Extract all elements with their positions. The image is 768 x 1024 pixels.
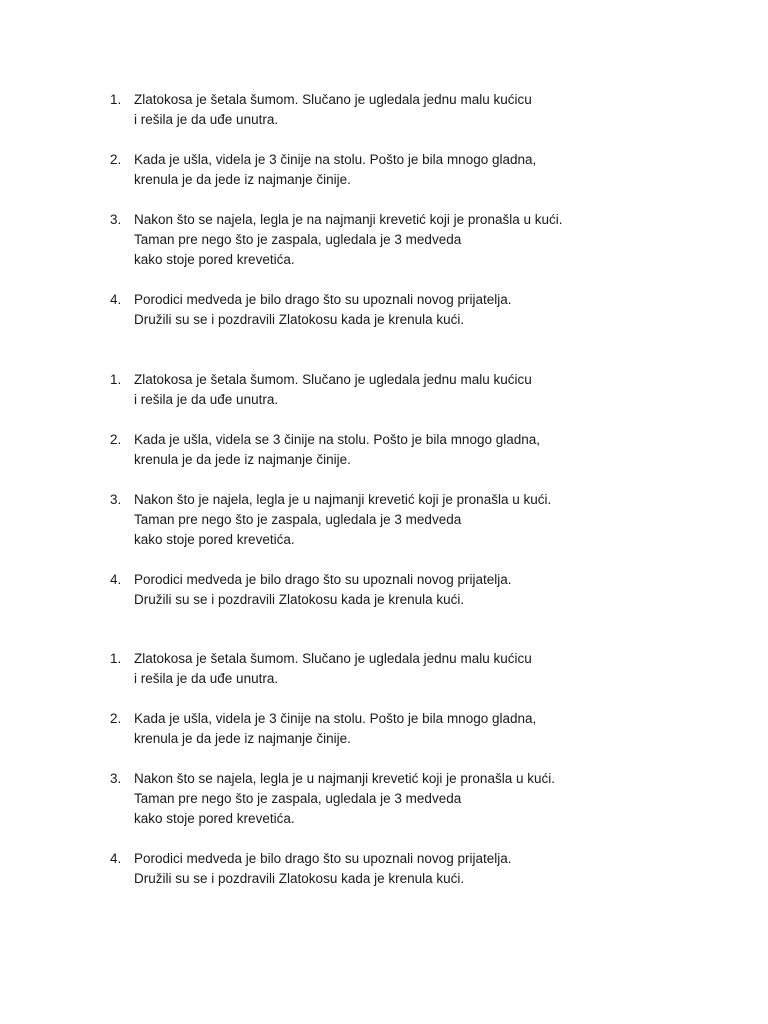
text-line: Družili su se i pozdravili Zlatokosu kada je krenula kući. [134, 312, 465, 327]
text-line: Kada je ušla, videla je 3 činije na stolu. Pošto je bila mnogo gladna, [134, 711, 537, 726]
text-line: Nakon što se najela, legla je na najmanji krevetić koji je pronašla u kući. [134, 212, 563, 227]
list-item-text [134, 210, 734, 270]
list-item-number: 4. [110, 292, 122, 307]
list-item-number: 2. [110, 152, 122, 167]
list-item-text [134, 370, 734, 410]
text-line: krenula je da jede iz najmanje činije. [134, 172, 351, 187]
text-line: Taman pre nego što je zaspala, ugledala je 3 medveda [134, 791, 462, 806]
text-line: Kada je ušla, videla se 3 činije na stolu. Pošto je bila mnogo gladna, [134, 432, 541, 447]
list-item-number: 1. [110, 651, 122, 666]
text-line: Porodici medveda je bilo drago što su upoznali novog prijatelja. [134, 292, 512, 307]
list-item-text [134, 649, 734, 689]
list-item-number: 1. [110, 372, 122, 387]
list-item-text [134, 290, 734, 330]
list-item-number: 3. [110, 771, 122, 786]
list-item-number: 3. [110, 212, 122, 227]
list-item-text [134, 430, 734, 470]
list-item-number: 2. [110, 711, 122, 726]
text-line: i rešila je da uđe unutra. [134, 671, 279, 686]
text-line: i rešila je da uđe unutra. [134, 392, 279, 407]
list-item-text [134, 849, 734, 889]
text-line: Zlatokosa je šetala šumom. Slučano je ugledala jednu malu kućicu [134, 92, 532, 107]
list-item-text [134, 150, 734, 190]
text-line: kako stoje pored krevetića. [134, 252, 295, 267]
text-line: Taman pre nego što je zaspala, ugledala je 3 medveda [134, 232, 462, 247]
list-item-text [134, 90, 734, 130]
text-line: Nakon što je najela, legla je u najmanji krevetić koji je pronašla u kući. [134, 492, 552, 507]
text-line: Porodici medveda je bilo drago što su upoznali novog prijatelja. [134, 572, 512, 587]
text-line: kako stoje pored krevetića. [134, 532, 295, 547]
text-line: krenula je da jede iz najmanje činije. [134, 452, 351, 467]
list-item-number: 4. [110, 851, 122, 866]
list-item-text [134, 570, 734, 610]
text-line: Nakon što se najela, legla je u najmanji krevetić koji je pronašla u kući. [134, 771, 555, 786]
list-item-number: 2. [110, 432, 122, 447]
text-line: Taman pre nego što je zaspala, ugledala je 3 medveda [134, 512, 462, 527]
list-item-text [134, 769, 734, 829]
text-line: krenula je da jede iz najmanje činije. [134, 731, 351, 746]
text-line: Kada je ušla, videla je 3 činije na stolu. Pošto je bila mnogo gladna, [134, 152, 537, 167]
list-item-number: 4. [110, 572, 122, 587]
list-item-number: 3. [110, 492, 122, 507]
list-item-number: 1. [110, 92, 122, 107]
list-item-text [134, 490, 734, 550]
list-item-text [134, 709, 734, 749]
text-line: Zlatokosa je šetala šumom. Slučano je ugledala jednu malu kućicu [134, 372, 532, 387]
text-line: i rešila je da uđe unutra. [134, 112, 279, 127]
text-line: kako stoje pored krevetića. [134, 811, 295, 826]
text-line: Zlatokosa je šetala šumom. Slučano je ugledala jednu malu kućicu [134, 651, 532, 666]
text-line: Družili su se i pozdravili Zlatokosu kada je krenula kući. [134, 592, 465, 607]
text-line: Porodici medveda je bilo drago što su upoznali novog prijatelja. [134, 851, 512, 866]
text-line: Družili su se i pozdravili Zlatokosu kada je krenula kući. [134, 871, 465, 886]
